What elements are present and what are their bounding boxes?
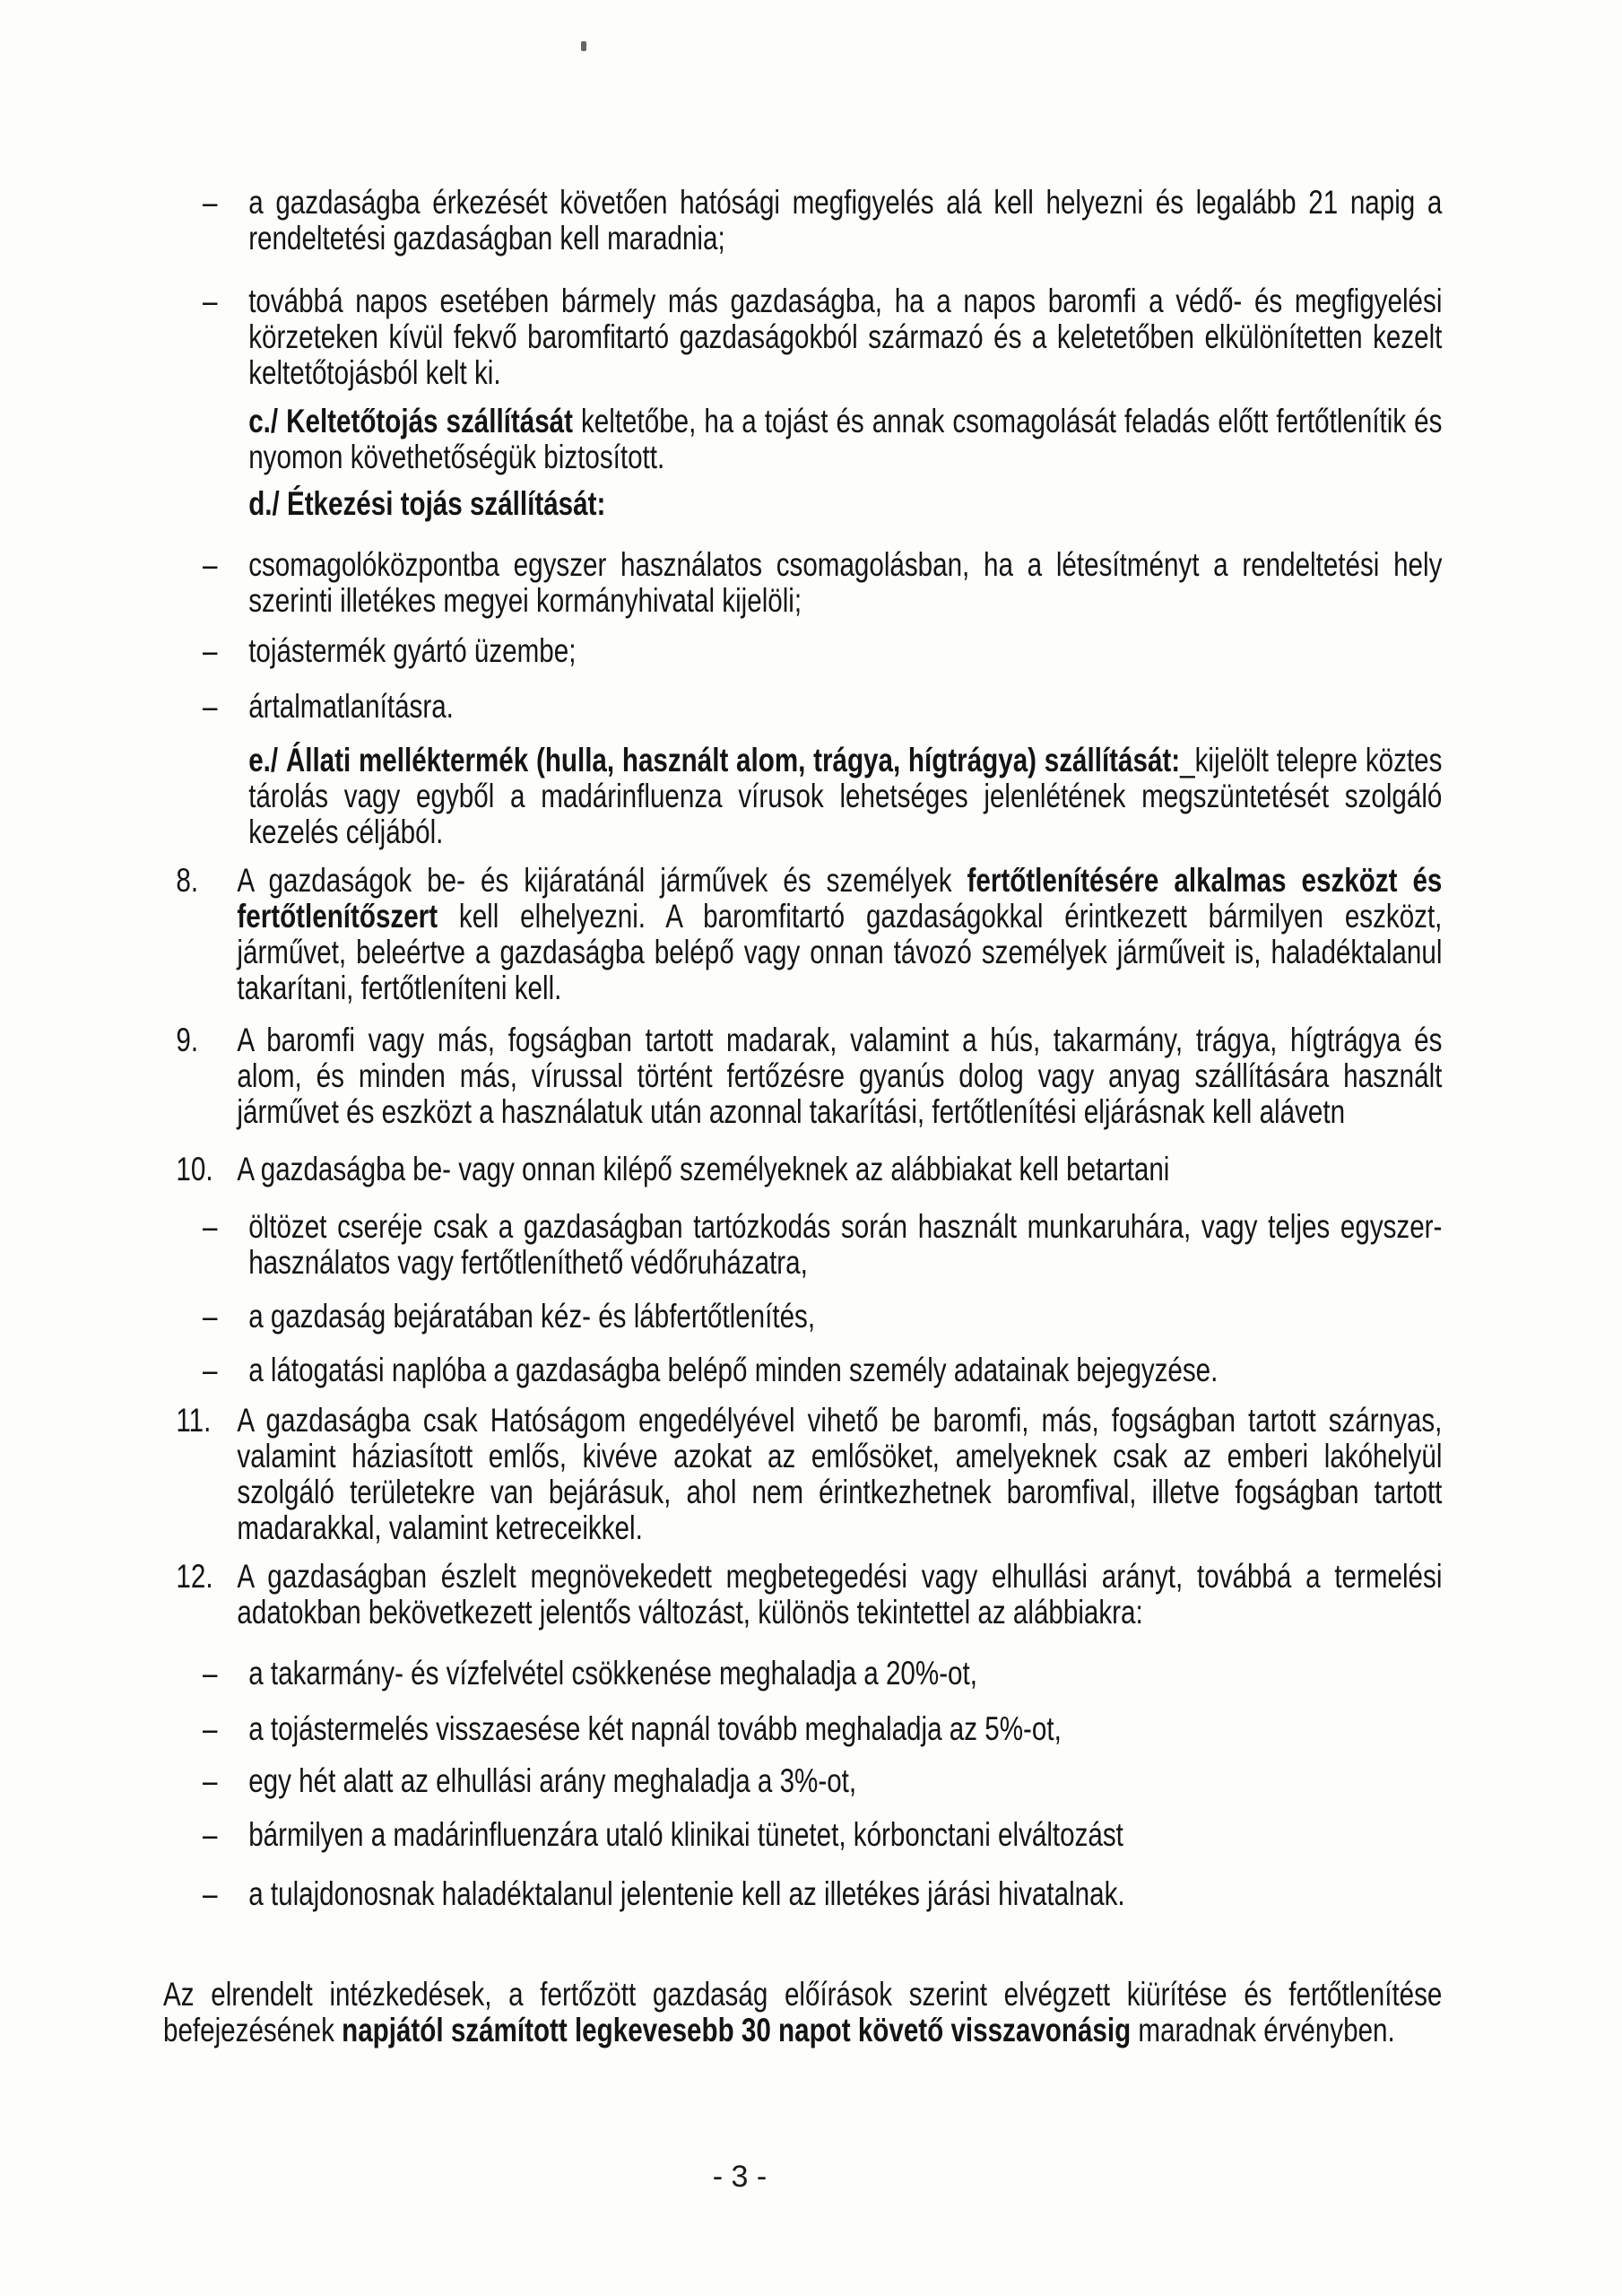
text-segment: takarítani, fertőtleníteni kell. [237,970,562,1006]
text-line [237,970,1442,1006]
bullet-dash: – [203,283,218,319]
bullet-dash: – [203,1816,218,1853]
text-segment: befejezésének [163,2012,343,2048]
paragraph-text [248,404,1442,475]
item-number: 11. [176,1402,212,1439]
bullet-dash: – [203,1710,218,1747]
text-segment: körzeteken kívül fekvő baromfitartó gazdaságokból származó és a keletetőben elkülönítetten kezelt [248,318,1443,355]
text-segment: keltetőbe, ha a tojást és annak csomagolását feladás előtt fertőtlenítik és [573,403,1443,439]
text-segment: valamint háziasított emlős, kivéve azokat az emlősöket, amelyeknek csak az emberi lakóhelyül [237,1438,1443,1474]
text-line [248,1245,1442,1281]
item-number: 9. [176,1022,199,1058]
bullet-dash: – [203,546,218,583]
item-number: 8. [176,862,199,899]
text-line [237,1439,1442,1474]
text-line [248,1876,1442,1912]
text-line [237,1058,1442,1094]
bullet-item [163,1876,1442,1912]
bullet-dash: – [203,1298,218,1335]
text-line [248,1763,1442,1799]
text-segment: kezelés céljából. [248,813,444,850]
text-line [248,1656,1442,1692]
text-segment: tojástermék gyártó üzembe; [248,632,577,669]
text-line [248,355,1442,391]
text-segment: A baromfi vagy más, fogságban tartott madarak, valamint a hús, takarmány, trágya, hígtrágya és [237,1022,1443,1058]
text-segment: A gazdaságba be- vagy onnan kilépő személyeknek az alábbiakat kell betartani [237,1151,1170,1187]
paragraph-text [248,1299,1442,1335]
bullet-item [163,1817,1442,1853]
numbered-item [163,863,1442,1006]
bold-text: d./ Étkezési tojás szállítását: [248,485,606,522]
numbered-item [163,1403,1442,1546]
text-segment: A gazdaságban észlelt megnövekedett megbetegedési vagy elhullási arányt, továbbá a termelési [237,1558,1443,1595]
bold-text: c./ Keltetőtojás szállítását [248,403,573,439]
paragraph-text [248,547,1442,619]
paragraph [163,1977,1442,2048]
text-segment: adatokban bekövetkezett jelentős változást, különös tekintettel az alábbiakra: [237,1594,1143,1631]
text-segment: keltetőtojásból kelt ki. [248,354,501,391]
text-line [248,1711,1442,1747]
bullet-item [163,1299,1442,1335]
bold-text: napjától számított legkevesebb 30 napot követő visszavonásig [342,2012,1132,2048]
paragraph-text [248,283,1442,391]
text-segment: Az elrendelt intézkedések, a fertőzött gazdaság előírások szerint elvégzett kiürítése és fertőtlenítése [163,1976,1443,2013]
paragraph-text [248,1876,1442,1912]
bold-text: e./ Állati melléktermék (hulla, használt alom, trágya, hígtrágya) szállítását: [248,742,1181,778]
text-line [248,1299,1442,1335]
text-segment: a tojástermelés visszaesése két napnál tovább meghaladja az 5%-ot, [248,1710,1062,1747]
text-segment: használatos vagy fertőtleníthető védőruházatra, [248,1244,808,1281]
paragraph-text [237,863,1442,1006]
paragraph-text [248,486,1442,522]
paragraph-text [248,743,1442,850]
bullet-dash: – [203,1352,218,1388]
text-segment: a gazdaság bejáratában kéz- és lábfertőtlenítés, [248,1298,816,1335]
text-line [248,547,1442,583]
text-segment: maradnak érvényben. [1131,2012,1395,2048]
text-segment: továbbá napos esetében bármely más gazdaságba, ha a napos baromfi a védő- és megfigyelési [248,283,1443,319]
text-line [248,439,1442,475]
text-line [237,1403,1442,1439]
text-line [237,935,1442,970]
bullet-item [163,283,1442,391]
bold-text: fertőtlenítésére alkalmas eszközt és [967,862,1443,899]
text-segment: a tulajdonosnak haladéktalanul jelentenie kell az illetékes járási hivatalnak. [248,1875,1125,1912]
text-segment: szolgáló területekre van bejárásuk, ahol nem érintkezhetnek baromfival, illetve fogságban tartott [237,1474,1443,1510]
text-line [248,319,1442,355]
sub-paragraph [163,743,1442,850]
text-line [248,1817,1442,1853]
text-line [248,1352,1442,1388]
text-line [248,486,1442,522]
text-segment: a takarmány- és vízfelvétel csökkenése meghaladja a 20%-ot, [248,1655,977,1692]
paragraph-text [248,1711,1442,1747]
text-segment: bármilyen a madárinfluenzára utaló klinikai tünetet, kórbonctani elváltozást [248,1816,1123,1853]
text-line [248,778,1442,814]
text-segment: alom, és minden más, vírussal történt fertőzésre gyanús dolog vagy anyag szállítására használt [237,1057,1443,1094]
text-line [237,1510,1442,1546]
bullet-dash: – [203,688,218,725]
text-segment: nyomon követhetőségük biztosított. [248,439,665,475]
bullet-dash: – [203,1875,218,1912]
document-body [163,0,1442,2048]
page-number: - 3 - [712,2160,768,2194]
text-segment: A gazdaságok be- és kijáratánál járművek és személyek [237,862,967,899]
bullet-dash: – [203,1655,218,1692]
text-segment: járművet, beleértve a gazdaságba belépő vagy onnan távozó személyek járműveit is, haladéktalanul [237,934,1443,970]
text-segment: rendeltetési gazdaságban kell maradnia; [248,220,725,257]
text-line [248,583,1442,619]
bullet-item [163,1656,1442,1692]
item-number: 12. [176,1558,213,1595]
paragraph-text [248,1352,1442,1388]
paragraph-text [163,1977,1442,2048]
text-line [237,863,1442,899]
text-segment: madarakkal, valamint ketreceikkel. [237,1509,643,1546]
text-line [248,221,1442,257]
text-line [248,633,1442,669]
text-line [237,899,1442,935]
bullet-item [163,1763,1442,1799]
paragraph-text [237,1403,1442,1546]
text-line [237,1022,1442,1058]
text-segment: _kijelölt telepre köztes [1180,742,1443,778]
bullet-dash: – [203,632,218,669]
bold-text: fertőtlenítőszert [237,898,438,935]
bullet-item [163,185,1442,257]
sub-paragraph [163,486,1442,522]
bullet-item [163,1209,1442,1281]
text-segment: a gazdaságba érkezését követően hatósági megfigyelés alá kell helyezni és legalább 21 napig a [248,184,1443,221]
numbered-item [163,1559,1442,1631]
item-number: 10. [176,1151,213,1187]
text-line [248,689,1442,725]
text-segment: A gazdaságba csak Hatóságom engedélyével vihető be baromfi, más, fogságban tartott szárnyas, [237,1402,1443,1439]
text-segment: öltözet cseréje csak a gazdaságban tartózkodás során használt munkaruhára, vagy teljes egyszer- [248,1208,1443,1245]
paragraph-text [248,1656,1442,1692]
text-line [237,1152,1442,1187]
text-line [248,404,1442,439]
text-line [163,1977,1442,2013]
bullet-dash: – [203,184,218,221]
text-line [237,1094,1442,1130]
numbered-item [163,1022,1442,1130]
paragraph-text [237,1559,1442,1631]
bullet-item [163,633,1442,669]
paragraph-text [248,1763,1442,1799]
text-segment: kell elhelyezni. A baromfitartó gazdaságokkal érintkezett bármilyen eszközt, [438,898,1443,935]
paragraph-text [237,1152,1442,1187]
bullet-dash: – [203,1208,218,1245]
bullet-item [163,1711,1442,1747]
text-segment: a látogatási naplóba a gazdaságba belépő minden személy adatainak bejegyzése. [248,1352,1219,1388]
paragraph-text [248,1209,1442,1281]
text-line [248,743,1442,778]
bullet-item [163,547,1442,619]
text-line [248,185,1442,221]
text-segment: egy hét alatt az elhullási arány meghaladja a 3%-ot, [248,1762,857,1799]
text-line [248,814,1442,850]
paragraph-text [248,1817,1442,1853]
text-segment: tárolás vagy egyből a madárinfluenza vírusok lehetséges jelenlétének megszüntetését szolgáló [248,778,1443,814]
bullet-item [163,1352,1442,1388]
paragraph-text [248,185,1442,257]
numbered-item [163,1152,1442,1187]
text-line [248,1209,1442,1245]
text-segment: járművet és eszközt a használatuk után azonnal takarítási, fertőtlenítési eljárásnak kell alávetn [237,1093,1346,1130]
text-segment: csomagolóközpontba egyszer használatos csomagolásban, ha a létesítményt a rendeltetési hely [248,546,1443,583]
sub-paragraph [163,404,1442,475]
text-segment: ártalmatlanításra. [248,688,454,725]
text-line [237,1474,1442,1510]
paragraph-text [248,689,1442,725]
paragraph-text [237,1022,1442,1130]
text-segment: szerinti illetékes megyei kormányhivatal kijelöli; [248,582,802,619]
text-line [248,283,1442,319]
text-line [163,2013,1442,2048]
text-line [237,1559,1442,1595]
text-line [237,1595,1442,1631]
paragraph-text [248,633,1442,669]
bullet-dash: – [203,1762,218,1799]
bullet-item [163,689,1442,725]
